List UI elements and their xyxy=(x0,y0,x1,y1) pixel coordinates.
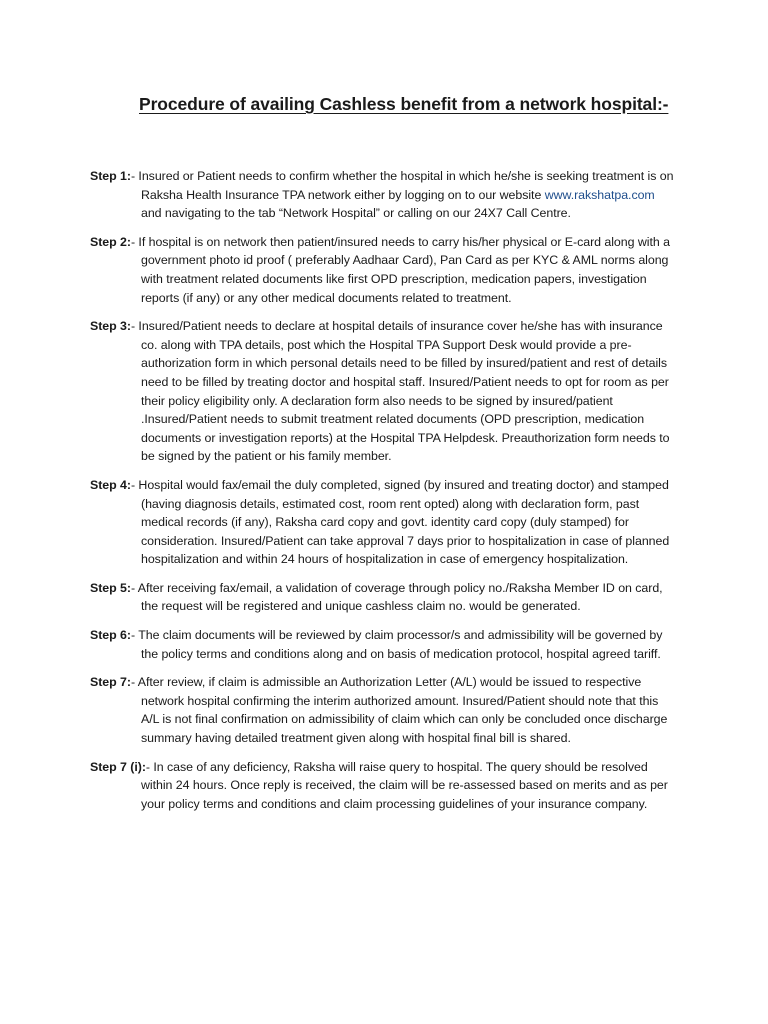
step-2-text: - If hospital is on network then patient/insured needs to carry his/her physical or E-card along with a government photo id proof ( preferably Aadhaar Card), Pan Card as per KYC & AML norms along with treatment related documents like first OPD prescription, medication papers, investigation reports (if any) or any other medical documents related to treatment. xyxy=(130,234,670,305)
step-2-label: Step 2: xyxy=(90,234,131,249)
step-1-text-before-link: - Insured or Patient needs to confirm whether the hospital in which he/she is seeking treatment is on Raksha Health Insurance TPA network either by logging on to our website xyxy=(130,169,674,202)
step-7 xyxy=(90,673,678,747)
step-2 xyxy=(90,233,678,307)
step-6-text: - The claim documents will be reviewed by claim processor/s and admissibility will be governed by the policy terms and conditions along and on basis of medication protocol, hospital agreed tariff. xyxy=(130,628,663,661)
steps-list xyxy=(90,167,678,823)
step-1-label: Step 1: xyxy=(90,169,131,183)
step-7-text: - After review, if claim is admissible an Authorization Letter (A/L) would be issued to respective network hospital confirming the interim authorized amount. Insured/Patient should note that this A/L is not final confirmation on admissibility of claim which can only be concluded once discharge summary having detailed treatment given along with hospital final bill is shared. xyxy=(130,675,668,746)
step-3 xyxy=(90,317,678,466)
step-6 xyxy=(90,626,678,663)
step-7-i xyxy=(90,758,678,814)
step-3-text: - Insured/Patient needs to declare at hospital details of insurance cover he/she has with insurance co. along with TPA details, post which the Hospital TPA Support Desk would provide a pre-authorization form in which personal details need to be filled by insured/patient and rest of details need to be filled by treating doctor and hospital staff. Insured/Patient needs to opt for room as per their policy eligibility only. A declaration form also needs to be signed by insured/patient .Insured/Patient needs to submit treatment related documents (OPD prescription, medication documents or investigation reports) at the Hospital TPA Helpdesk. Preauthorization form needs to be signed by the patient or his family member. xyxy=(130,319,670,464)
step-5-label: Step 5: xyxy=(90,580,131,595)
step-1-text-after-link: and navigating to the tab “Network Hospital” or calling on our 24X7 Call Centre. xyxy=(141,206,571,221)
step-7-label: Step 7: xyxy=(90,675,131,690)
step-7-i-label: Step 7 (i): xyxy=(90,759,146,774)
step-4-label: Step 4: xyxy=(90,477,131,492)
website-link[interactable]: www.rakshatpa.com xyxy=(544,187,655,202)
step-4-text: - Hospital would fax/email the duly completed, signed (by insured and treating doctor) and stamped (having diagnosis details, estimated cost, room rent opted) along with declaration form, past medical records (if any), Raksha card copy and govt. identity card copy (duly stamped) for consideration. Insured/Patient can take approval 7 days prior to hospitalization in case of planned hospitalization and within 24 hours of hospitalization in case of emergency hospitalization. xyxy=(130,477,670,567)
step-5 xyxy=(90,579,678,616)
step-4 xyxy=(90,476,678,569)
step-5-text: - After receiving fax/email, a validation of coverage through policy no./Raksha Member ID on card, the request will be registered and unique cashless claim no. would be generated. xyxy=(130,580,663,614)
step-3-label: Step 3: xyxy=(90,319,131,334)
page-title: Procedure of availing Cashless benefit from a network hospital:- xyxy=(139,94,669,114)
step-7-i-text: - In case of any deficiency, Raksha will raise query to hospital. The query should be resolved within 24 hours. Once reply is received, the claim will be re-assessed based on merits and as per your policy terms and conditions and claim processing guidelines of your insurance company. xyxy=(141,759,668,811)
step-1 xyxy=(90,167,678,223)
step-6-label: Step 6: xyxy=(90,628,131,643)
